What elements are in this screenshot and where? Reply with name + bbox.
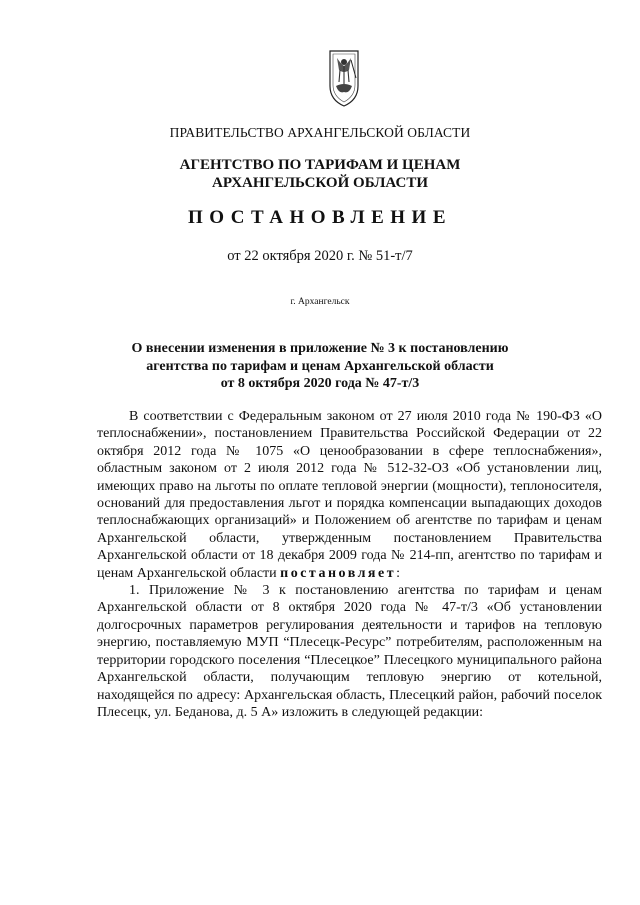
city: г. Архангельск xyxy=(290,297,350,307)
preamble-text: В соответствии с Федеральным законом от 27 июля 2010 года № 190-ФЗ «О теплоснабжении», постановлением Правительства Российской Федерации от 22 октября 2012 года № 1075 «О ценообразовании в сфере теплоснабжения», областным законом от 2 июля 2012 года № 512-32-ОЗ «Об установлении лиц, имеющих право на льготы по оплате тепловой энергии (мощности), теплоносителя, оснований для предоставления льгот и порядка компенсации выпадающих доходов теплоснабжающих организаций» и Положением об агентстве по тарифам и ценам Архангельской области, утвержденным постановлением Правительства Архангельской области от 18 декабря 2009 года № 214-пп, агентство по тарифам и ценам Архангельской области xyxy=(97,409,602,581)
government-title: ПРАВИТЕЛЬСТВО АРХАНГЕЛЬСКОЙ ОБЛАСТИ xyxy=(169,125,471,140)
agency-title-line1: АГЕНТСТВО ПО ТАРИФАМ И ЦЕНАМ xyxy=(179,157,461,173)
document-type: ПОСТАНОВЛЕНИЕ xyxy=(187,207,453,228)
subject-line2: агентства по тарифам и ценам Архангельской области xyxy=(146,358,494,374)
resolves-word: постановляет xyxy=(280,565,397,581)
subject-line1: О внесении изменения в приложение № 3 к постановлению xyxy=(131,341,509,356)
subject-line3: от 8 октября 2020 года № 47-т/3 xyxy=(220,376,420,391)
agency-title-line2: АРХАНГЕЛЬСКОЙ ОБЛАСТИ xyxy=(212,175,428,191)
body-text xyxy=(97,408,602,721)
paragraph-preamble: В соответствии с Федеральным законом от 27 июля 2010 года № 190-ФЗ «О теплоснабжении», постановлением Правительства Российской Федерации от 22 октября 2012 года № 1075 «О ценообразовании в сфере теплоснабжения», областным законом от 2 июля 2012 года № 512-32-ОЗ «Об установлении лиц, имеющих право на льготы по оплате тепловой энергии (мощности), теплоносителя, оснований для предоставления льгот и порядка компенсации выпадающих доходов теплоснабжающих организаций» и Положением об агентстве по тарифам и ценам Архангельской области, утвержденным постановлением Правительства Архангельской области от 18 декабря 2009 года № 214-пп, агентство по тарифам и ценам Архангельской области постановляет: xyxy=(97,409,602,581)
paragraph-item-1: 1. Приложение № 3 к постановлению агентства по тарифам и ценам Архангельской области от 8 октября 2020 года № 47-т/3 «Об установлении долгосрочных параметров регулирования деятельности и тарифов на тепловую энергию, поставляемую МУП “Плесецк-Ресурс” потребителям, расположенным на территории городского поселения “Плесецкое” Плесецкого муниципального района Архангельской области, получающим тепловую энергию от котельной, находящейся по адресу: Архангельская область, Плесецкий район, рабочий поселок Плесецк, ул. Беданова, д. 5 А» изложить в следующей редакции: xyxy=(97,583,602,720)
date-number: от 22 октября 2020 г. № 51-т/7 xyxy=(227,248,413,264)
agency-title xyxy=(0,156,640,192)
coat-of-arms-icon xyxy=(327,48,361,108)
subject-heading xyxy=(0,340,640,393)
